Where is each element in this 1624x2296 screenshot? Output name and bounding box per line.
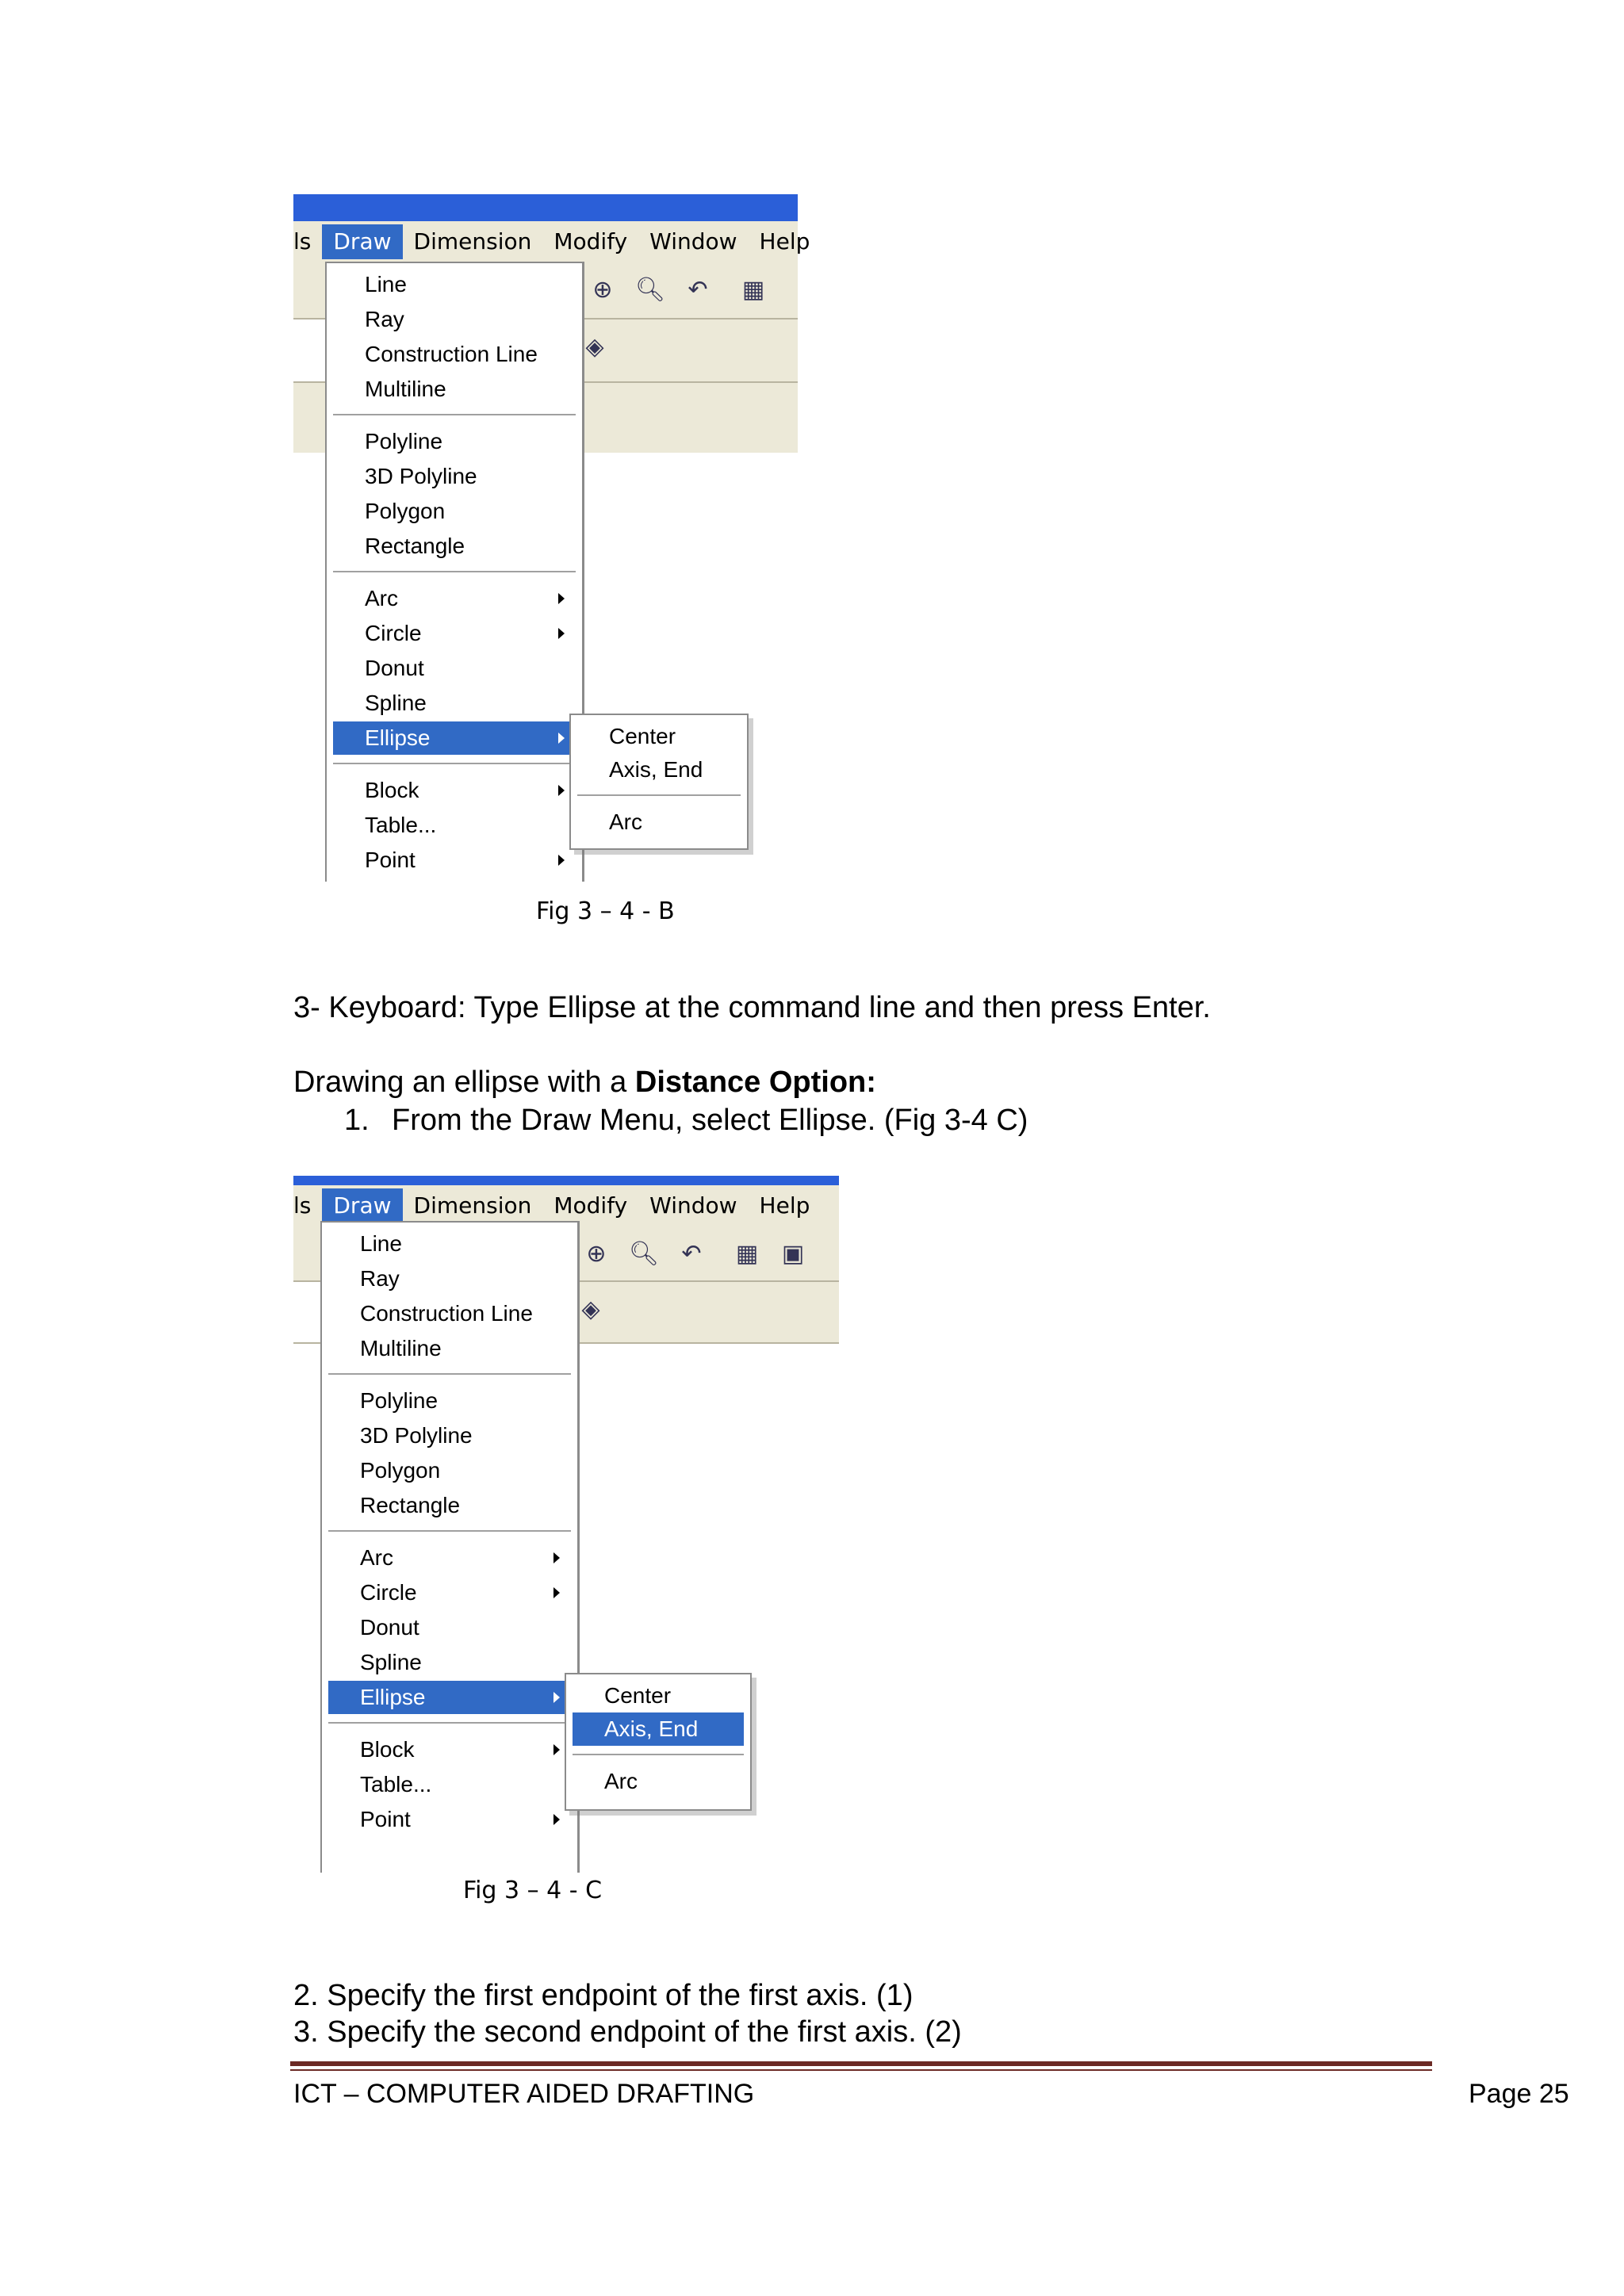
zoom-previous-icon[interactable]: ↶	[681, 1239, 702, 1268]
draw-menu-b-item-block[interactable]	[333, 774, 576, 807]
layer-icon[interactable]: ◈	[585, 332, 604, 361]
distance-heading-prefix: Drawing an ellipse with a	[293, 1066, 635, 1099]
menu-separator	[333, 763, 576, 765]
layer-icon[interactable]: ◈	[581, 1295, 600, 1323]
draw-menu-c-item-rectangle[interactable]	[328, 1489, 571, 1522]
submenu-arrow-icon	[553, 1587, 560, 1598]
draw-menu-b	[325, 262, 584, 882]
submenu-arrow-icon	[553, 1552, 560, 1563]
draw-menu-c-item-donut[interactable]	[328, 1611, 571, 1644]
draw-menu-b-item-donut[interactable]	[333, 652, 576, 685]
draw-menu-c-item-circle[interactable]	[328, 1576, 571, 1609]
menu-item-label: Point	[360, 1807, 411, 1831]
menu-item-label: Arc	[360, 1545, 393, 1570]
submenu-arrow-icon	[558, 593, 565, 604]
menu-item-label: Arc	[365, 586, 398, 610]
menu-item-label: Table...	[365, 813, 437, 837]
menu-item-label: Multiline	[365, 377, 446, 401]
zoom-realtime-icon[interactable]: ⊕	[592, 275, 613, 304]
distance-heading-bold: Distance Option:	[634, 1066, 876, 1099]
draw-menu-b-item-point[interactable]	[333, 844, 576, 877]
zoom-realtime-icon[interactable]: ⊕	[586, 1239, 607, 1268]
draw-menu-b-item-ray[interactable]	[333, 303, 576, 336]
menu-item-label: Construction Line	[365, 342, 538, 366]
menubar-tools[interactable]: ls	[293, 1192, 312, 1219]
menu-item-label: Circle	[365, 621, 422, 645]
draw-menu-c-item-polygon[interactable]	[328, 1454, 571, 1487]
properties-icon[interactable]: ▦	[735, 1239, 759, 1268]
submenu-arc[interactable]: Arc	[609, 809, 642, 834]
menu-item-label: Polygon	[365, 499, 446, 523]
menubar-draw[interactable]: Draw	[322, 1188, 402, 1223]
menu-separator	[328, 1530, 571, 1533]
step-2-text: 2. Specify the first endpoint of the first axis. (1)	[293, 1979, 914, 2012]
menubar-help[interactable]: Help	[759, 228, 810, 254]
draw-menu-c-item-line[interactable]	[328, 1227, 571, 1261]
zoom-previous-icon[interactable]: ↶	[688, 275, 708, 304]
menu-item-label: Polyline	[365, 429, 443, 453]
ellipse-submenu-c	[565, 1673, 752, 1811]
step-3-text: 3. Specify the second endpoint of the first axis. (2)	[293, 2015, 962, 2049]
menu-item-label: Line	[360, 1231, 402, 1256]
menu-item-label: Circle	[360, 1580, 417, 1605]
ellipse-submenu-b	[569, 714, 749, 850]
draw-menu-c-item-table[interactable]	[328, 1768, 571, 1801]
figure-c-caption: Fig 3 – 4 - C	[463, 1877, 603, 1904]
menubar-window[interactable]: Window	[649, 228, 737, 254]
menu-item-label: Donut	[360, 1615, 419, 1640]
menu-separator	[328, 1373, 571, 1376]
menubar-draw[interactable]: Draw	[322, 224, 402, 259]
submenu-arrow-icon	[558, 785, 565, 796]
submenu-arrow-icon	[553, 1692, 560, 1703]
draw-menu-c-item-point[interactable]	[328, 1803, 571, 1836]
menu-item-label: 3D Polyline	[360, 1423, 473, 1448]
menu-separator	[328, 1722, 571, 1724]
menubar-modify[interactable]: Modify	[553, 1192, 628, 1219]
menu-item-label: Rectangle	[360, 1493, 461, 1517]
menubar-dimension[interactable]: Dimension	[413, 228, 532, 254]
menu-item-label: Donut	[365, 656, 424, 680]
menubar-tools[interactable]: ls	[293, 228, 312, 254]
zoom-window-icon[interactable]: 🔍︎	[628, 1239, 660, 1268]
submenu-arrow-icon	[558, 855, 565, 866]
menu-item-label: Polyline	[360, 1388, 439, 1413]
properties-icon[interactable]: ▦	[741, 275, 765, 304]
menu-item-label: 3D Polyline	[365, 464, 477, 488]
draw-menu-b-item-polyline[interactable]	[333, 425, 576, 458]
menu-item-label: Block	[365, 778, 419, 802]
footer-title: ICT – COMPUTER AIDED DRAFTING	[293, 2079, 755, 2109]
draw-menu-b-item-table[interactable]	[333, 809, 576, 842]
menu-item-label: Ellipse	[365, 725, 431, 750]
draw-menu-c-item-multiline[interactable]	[328, 1332, 571, 1365]
menu-item-label: Ray	[365, 307, 404, 331]
menu-item-label: Construction Line	[360, 1301, 533, 1326]
draw-menu-c-item-ray[interactable]	[328, 1262, 571, 1295]
draw-menu-b-item-3d-polyline[interactable]	[333, 460, 576, 493]
menu-item-label: Line	[365, 272, 407, 297]
footer-rule-thin	[290, 2069, 1432, 2071]
submenu-arrow-icon	[558, 628, 565, 639]
menu-bar	[293, 221, 810, 262]
menu-item-label: Polygon	[360, 1458, 441, 1483]
submenu-arc[interactable]: Arc	[604, 1769, 638, 1793]
draw-menu-b-item-spline[interactable]	[333, 687, 576, 720]
draw-menu-b-item-construction-line[interactable]	[333, 338, 576, 371]
submenu-center[interactable]: Center	[609, 724, 676, 748]
draw-menu-b-item-ellipse[interactable]	[333, 721, 576, 755]
menubar-help[interactable]: Help	[759, 1192, 810, 1219]
menu-item-label: Block	[360, 1737, 415, 1762]
submenu-arrow-icon	[558, 733, 565, 744]
draw-menu-b-item-rectangle[interactable]	[333, 530, 576, 563]
step-1-text: From the Draw Menu, select Ellipse. (Fig 3-4 C)	[392, 1104, 1028, 1137]
menubar-window[interactable]: Window	[649, 1192, 737, 1219]
draw-menu-c-item-polyline[interactable]	[328, 1384, 571, 1418]
draw-menu-c	[320, 1221, 580, 1873]
submenu-arrow-icon	[553, 1744, 560, 1755]
menu-item-label: Ellipse	[360, 1685, 426, 1709]
draw-menu-b-item-line[interactable]	[333, 268, 576, 301]
menu-item-label: Rectangle	[365, 534, 465, 558]
window-titlebar	[293, 1176, 839, 1185]
draw-menu-b-item-polygon[interactable]	[333, 495, 576, 528]
window-titlebar	[293, 194, 798, 221]
zoom-window-icon[interactable]: 🔍︎	[634, 275, 666, 304]
submenu-center[interactable]: Center	[604, 1683, 672, 1708]
menubar-modify[interactable]: Modify	[553, 228, 628, 254]
keyboard-instruction: 3- Keyboard: Type Ellipse at the command line and then press Enter.	[293, 991, 1211, 1024]
menu-item-label: Spline	[365, 691, 427, 715]
menubar-dimension[interactable]: Dimension	[413, 1192, 532, 1219]
figure-b-caption: Fig 3 – 4 - B	[536, 897, 675, 925]
draw-menu-c-item-arc[interactable]	[328, 1541, 571, 1575]
menu-separator	[333, 571, 576, 573]
menu-item-label: Table...	[360, 1772, 432, 1797]
footer-rule	[290, 2061, 1432, 2066]
draw-menu-c-item-ellipse[interactable]	[328, 1681, 571, 1714]
menu-item-label: Spline	[360, 1650, 422, 1674]
draw-menu-c-item-construction-line[interactable]	[328, 1297, 571, 1330]
draw-menu-b-item-circle[interactable]	[333, 617, 576, 650]
draw-menu-b-item-multiline[interactable]	[333, 373, 576, 406]
draw-menu-b-item-arc[interactable]	[333, 582, 576, 615]
menu-item-label: Multiline	[360, 1336, 442, 1360]
submenu-arrow-icon	[553, 1814, 560, 1825]
draw-menu-c-item-spline[interactable]	[328, 1646, 571, 1679]
step-1-number: 1.	[344, 1104, 370, 1137]
submenu-axis-end[interactable]: Axis, End	[609, 757, 703, 782]
submenu-axis-end[interactable]: Axis, End	[573, 1712, 744, 1746]
menu-separator	[333, 414, 576, 416]
draw-menu-c-item-3d-polyline[interactable]	[328, 1419, 571, 1452]
design-center-icon[interactable]: ▣	[781, 1239, 805, 1268]
distance-heading	[293, 1064, 876, 1100]
draw-menu-c-item-block[interactable]	[328, 1733, 571, 1766]
menu-item-label: Point	[365, 848, 416, 872]
page-number: Page 25	[1469, 2079, 1569, 2109]
menu-item-label: Ray	[360, 1266, 400, 1291]
